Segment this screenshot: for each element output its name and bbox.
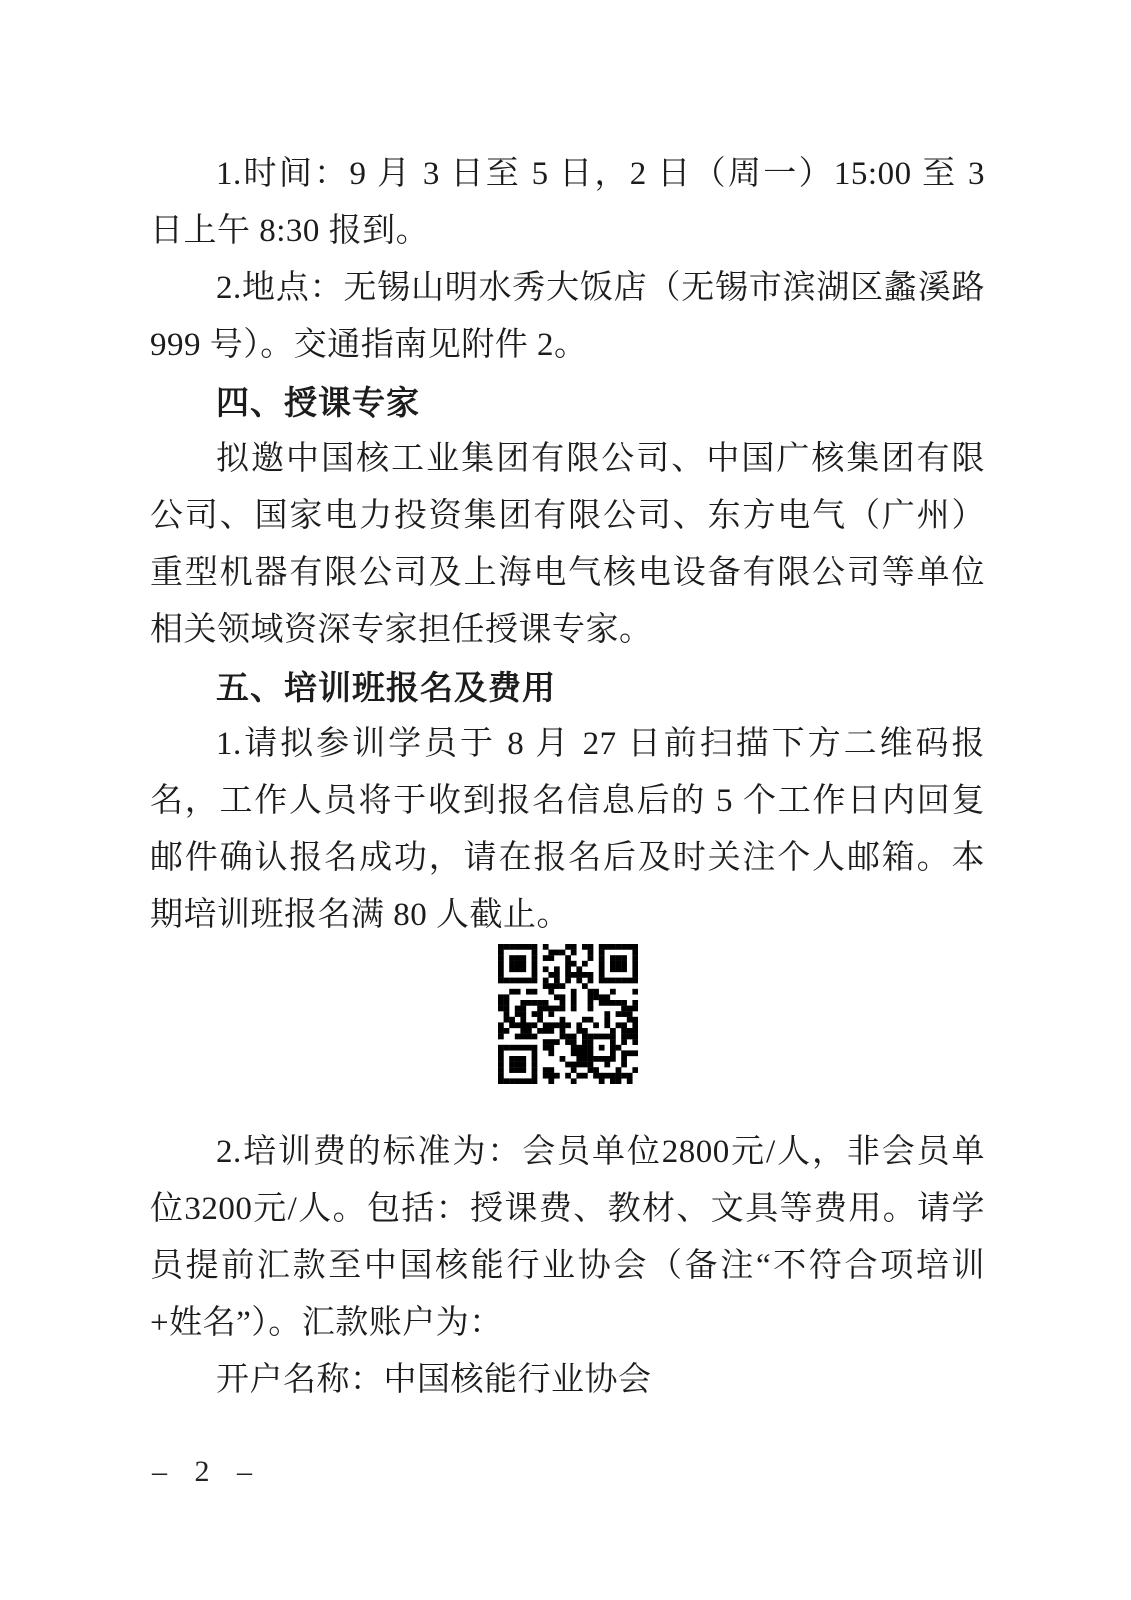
page-number: – 2 – <box>152 1455 262 1488</box>
paragraph-time: 1.时间：9 月 3 日至 5 日，2 日（周一）15:00 至 3 日上午 8:30 报到。 <box>150 156 985 249</box>
registration-qr-code-icon <box>498 944 638 1084</box>
paragraph-account-name: 开户名称：中国核能行业协会 <box>216 1362 652 1398</box>
paragraph-fee: 2.培训费的标准为：会员单位2800元/人，非会员单位3200元/人。包括：授课费、教材、文具等费用。请学员提前汇款至中国核能行业协会（备注“不符合项培训+姓名”）。汇款账户为： <box>150 1134 985 1341</box>
section-heading-registration-fee: 五、培训班报名及费用 <box>216 669 556 706</box>
paragraph-location: 2.地点：无锡山明水秀大饭店（无锡市滨湖区蠡溪路 999 号）。交通指南见附件 2。 <box>150 270 985 363</box>
paragraph-experts: 拟邀中国核工业集团有限公司、中国广核集团有限公司、国家电力投资集团有限公司、东方电气（广州）重型机器有限公司及上海电气核电设备有限公司等单位相关领域资深专家担任授课专家。 <box>150 441 985 648</box>
paragraph-registration: 1.请拟参训学员于 8 月 27 日前扫描下方二维码报名，工作人员将于收到报名信息后的 5 个工作日内回复邮件确认报名成功，请在报名后及时关注个人邮箱。本期培训班报名满 80 人截止。 <box>150 726 985 933</box>
section-heading-lecturers: 四、授课专家 <box>216 384 420 421</box>
document-body <box>150 146 985 1409</box>
